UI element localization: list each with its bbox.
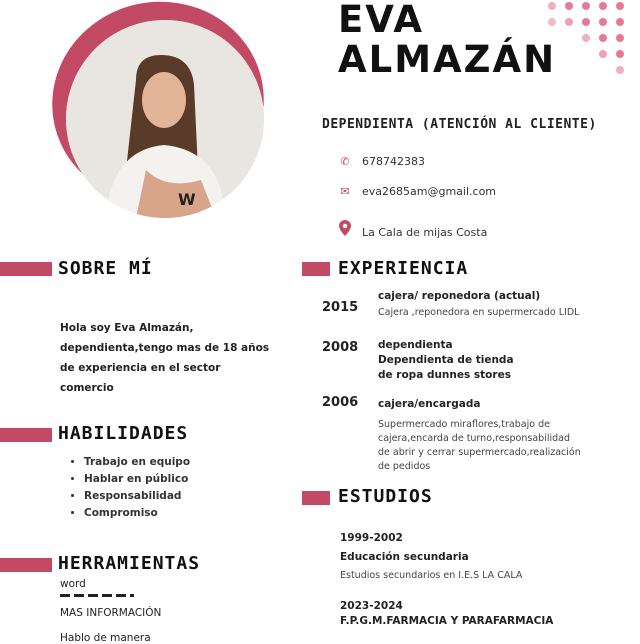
svg-text:W: W bbox=[178, 190, 196, 209]
mail-icon: ✉ bbox=[340, 185, 350, 198]
education-heading-bar bbox=[302, 491, 330, 505]
profile-photo-illustration bbox=[66, 20, 264, 218]
list-item: • Hablar en público bbox=[84, 473, 190, 485]
experience-heading: EXPERIENCIA bbox=[338, 258, 469, 279]
education-title: F.P.G.M.FARMACIA Y PARAFARMACIA bbox=[340, 615, 554, 627]
education-years: 2023-2024 bbox=[340, 600, 403, 612]
job-role: DEPENDIENTA (ATENCIÓN AL CLIENTE) bbox=[322, 117, 597, 132]
name-line-1: EVA bbox=[338, 0, 425, 41]
skills-list bbox=[62, 456, 190, 524]
about-text: Hola soy Eva Almazán, dependienta,tengo mas de 18 años de experiencia en el sector comercio bbox=[60, 322, 270, 394]
experience-title: cajera/encargada bbox=[378, 398, 481, 410]
experience-title bbox=[378, 338, 528, 383]
tools-heading-bar bbox=[0, 558, 52, 572]
list-item: • Compromiso bbox=[84, 507, 190, 519]
email-text: eva2685am@gmail.com bbox=[362, 185, 497, 198]
name-line-2: ALMAZÁN bbox=[338, 38, 557, 81]
experience-desc: Dependienta de tienda de ropa dunnes stores bbox=[378, 354, 514, 381]
contact-email[interactable] bbox=[338, 185, 496, 198]
more-info-heading: MAS INFORMACIÓN bbox=[60, 607, 162, 619]
list-item: • Responsabilidad bbox=[84, 490, 190, 502]
contact-phone[interactable] bbox=[338, 155, 425, 168]
experience-title-text: dependienta bbox=[378, 339, 453, 351]
location-text: La Cala de mijas Costa bbox=[362, 226, 488, 239]
about-heading-bar bbox=[0, 262, 52, 276]
experience-year: 2008 bbox=[322, 340, 359, 355]
tools-heading: HERRAMIENTAS bbox=[58, 553, 201, 574]
more-info-text: Hablo de manera bbox=[60, 632, 151, 644]
experience-heading-bar bbox=[302, 262, 330, 276]
profile-photo bbox=[66, 20, 264, 218]
list-item: • Trabajo en equipo bbox=[84, 456, 190, 468]
education-years: 1999-2002 bbox=[340, 532, 403, 544]
location-pin-icon bbox=[338, 220, 352, 239]
phone-icon: ✆ bbox=[340, 155, 350, 168]
skills-heading: HABILIDADES bbox=[58, 423, 189, 444]
experience-title: cajera/ reponedora (actual) bbox=[378, 290, 541, 302]
phone-text: 678742383 bbox=[362, 155, 425, 168]
about-heading: SOBRE MÍ bbox=[58, 258, 153, 279]
experience-desc: Supermercado miraflores,trabajo de cajera,encarda de turno,responsabilidad de abrir y cerrar supermercado,realización de pedidos bbox=[378, 419, 581, 472]
experience-year: 2006 bbox=[322, 395, 359, 410]
person-name bbox=[338, 0, 556, 80]
experience-year: 2015 bbox=[322, 300, 359, 315]
education-heading: ESTUDIOS bbox=[338, 486, 433, 507]
tool-level-bar bbox=[60, 594, 134, 597]
experience-desc: Cajera ,reponedora en supermercado LIDL bbox=[378, 307, 580, 318]
education-title: Educación secundaria bbox=[340, 551, 469, 563]
tool-item: word bbox=[60, 578, 86, 590]
contact-location bbox=[338, 220, 487, 239]
education-desc: Estudios secundarios en I.E.S LA CALA bbox=[340, 570, 523, 581]
skills-heading-bar bbox=[0, 428, 52, 442]
